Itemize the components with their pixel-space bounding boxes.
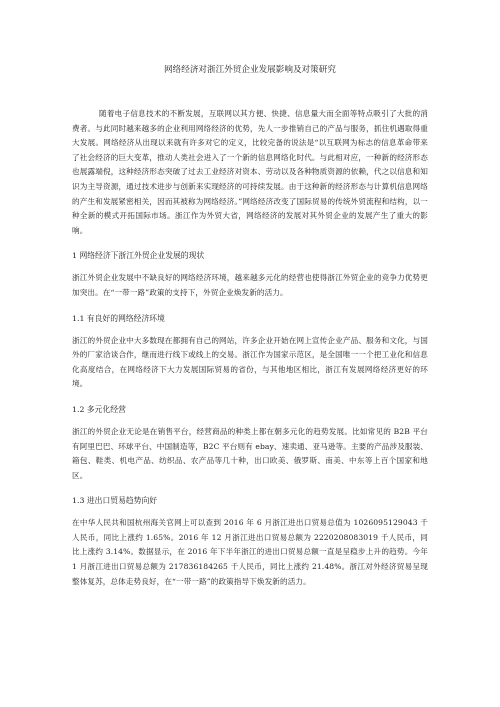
section-body-1-1: 浙江的外贸企业中大多数现在都拥有自己的网站，许多企业开始在网上宣传企业产品、服务和文化，与国外的厂家洽谈合作，继而进行线下或线上的交易。浙江作为国家示范区，是全国唯一一个把工业化和信息化高度结合，在网络经济下大力发展国际贸易的省份，与其他地区相比，浙江有发展网络经济更好的环境。	[72, 335, 428, 389]
section-heading-1-2: 1.2 多元化经营	[72, 404, 126, 414]
section-gap	[72, 238, 428, 249]
document-title: 网络经济对浙江外贸企业发展影响及对策研究	[164, 65, 336, 75]
section-heading-1-1: 1.1 有良好的网络经济环境	[72, 313, 165, 323]
section-body-1-2: 浙江的外贸企业无论是在销售平台，经营商品的种类上都在朝多元化的趋势发展。比如常见的 B2B 平台有阿里巴巴、环球平台、中国制造等，B2C 平台则有 ebay、速卖通、亚马逊等。主要的产品涉及服装、箱包、鞋类、机电产品、纺织品、农产品等几十种，出口欧美、俄罗斯、南美、中东等上百个国家和地区。	[72, 426, 428, 480]
section-body-1-3: 在中华人民共和国杭州海关官网上可以查到 2016 年 6 月浙江进出口贸易总值为 1026095129043 千人民币，同比上涨约 1.65%。2016 年 12 月浙江进出口贸易总额为 2220208083019 千人民币，同比上涨约 3.14%。数据显示，在 2016 年下半年浙江的进出口贸易总额一直是呈稳步上升的趋势。今年 1 月浙江进出口贸易总额为 217836184265 千人民币，同比上涨约 21.48%。浙江对外经济贸易呈现整体复苏，总体走势良好，在“一带一路”的政策指导下焕发新的活力。	[72, 518, 428, 586]
intro-paragraph: 随着电子信息技术的不断发展，互联网以其方便、快捷、信息量大而全面等特点吸引了大批的消费者。与此同时越来越多的企业利用网络经济的优势，先人一步推销自己的产品与服务，抓住机遇取得重大发展。网络经济从出现以来就有许多对它的定义，比较完备的说法是“以互联网为标志的信息革命带来了社会经济的巨大变革，推动人类社会进入了一个新的信息网络化时代。与此相对应，一种新的经济形态也展露端倪，这种经济形态突破了过去工业经济对资本、劳动以及各种物质资源的依赖，代之以信息和知识为主导资源，通过技术进步与创新来实现经济的可持续发展。由于这种新的经济形态与计算机信息网络的产生和发展紧密相关，因而其被称为网络经济。”网络经济改变了国际贸易的传统外贸流程和结构，以一种全新的模式开拓国际市场。浙江作为外贸大省，网络经济的发展对其外贸企业的发展产生了重大的影响。	[72, 109, 428, 235]
section-gap	[72, 392, 428, 403]
section-heading-1: 1 网络经济下浙江外贸企业发展的现状	[72, 251, 205, 261]
section-body-1: 浙江外贸企业发展中不缺良好的网络经济环境，越来越多元化的经营也使得浙江外贸企业的竞争力优势更加突出。在“一带一路”政策的支持下，外贸企业焕发新的活力。	[72, 273, 428, 297]
section-gap	[72, 483, 428, 494]
section-gap	[72, 301, 428, 312]
section-heading-1-3: 1.3 进出口贸易趋势向好	[72, 496, 158, 506]
